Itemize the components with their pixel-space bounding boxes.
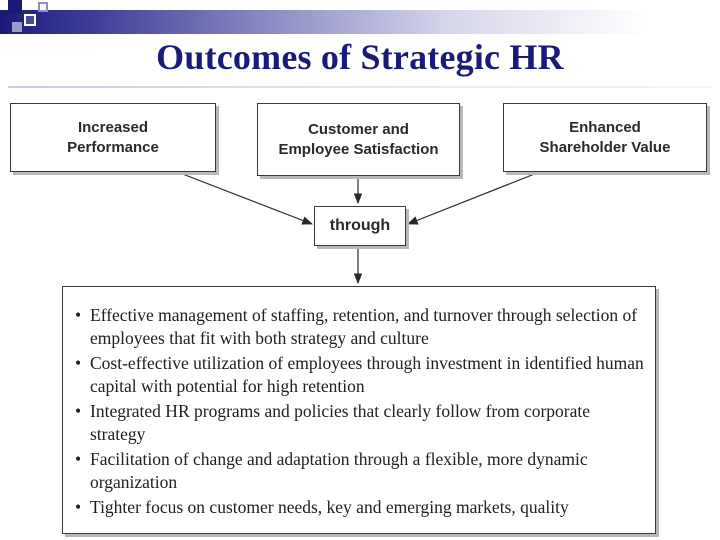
outcome-text: Cost-effective utilization of employees through investment in identified human capital with potential for high retention: [90, 353, 644, 396]
enhanced-shareholder-value-label: Enhanced Shareholder Value: [539, 118, 671, 156]
outcomes-list: [63, 287, 655, 519]
outcome-item: [75, 304, 645, 349]
through-label: through: [329, 217, 391, 234]
outcome-text: Facilitation of change and adaptation through a flexible, more dynamic organization: [90, 449, 588, 492]
slide-title: Outcomes of Strategic HR: [156, 37, 564, 77]
outcomes-list-box: [62, 286, 656, 534]
arrow-value-to-through: [408, 173, 537, 224]
arrow-performance-to-through: [180, 173, 312, 224]
bullet-dot: •: [75, 305, 82, 325]
outcome-text: Tighter focus on customer needs, key and emerging markets, quality: [90, 497, 569, 517]
bullet-dot: •: [75, 353, 82, 373]
outcome-item: [75, 352, 645, 397]
outcome-item: [75, 496, 645, 519]
bullet-dot: •: [75, 401, 82, 421]
enhanced-shareholder-value-box: [503, 103, 707, 172]
outcome-item: [75, 400, 645, 445]
through-box: [314, 206, 406, 246]
outcome-text: Effective management of staffing, retention, and turnover through selection of employees that fit with both strategy and culture: [90, 305, 638, 348]
outcome-item: [75, 448, 645, 493]
increased-performance-box: [10, 103, 216, 172]
customer-employee-satisfaction-label: Customer and Employee Satisfaction: [278, 120, 439, 158]
outcome-text: Integrated HR programs and policies that clearly follow from corporate strategy: [90, 401, 591, 444]
customer-employee-satisfaction-box: [257, 103, 460, 176]
bullet-dot: •: [75, 449, 82, 469]
bullet-dot: •: [75, 497, 82, 517]
increased-performance-label: Increased Performance: [67, 118, 159, 156]
